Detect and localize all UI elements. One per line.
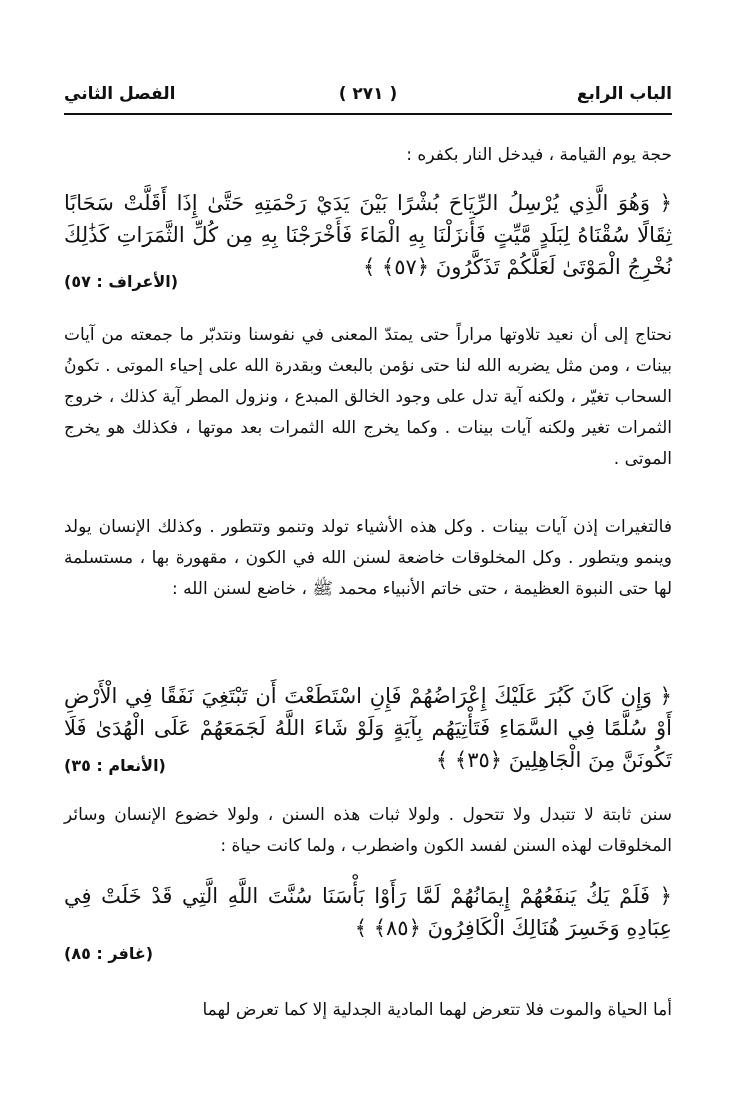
verse-anam-35: ﴿ وَإِن كَانَ كَبُرَ عَلَيْكَ إِعْرَاضُهُمْ فَإِنِ اسْتَطَعْتَ أَن تَبْتَغِيَ نَفَقًا فِي الْأَرْضِ أَوْ سُلَّمًا فِي السَّمَاءِ فَتَأْتِيَهُم بِآيَةٍ وَلَوْ شَاءَ اللَّهُ لَجَمَعَهُمْ عَلَى الْهُدَىٰ فَلَا تَكُونَنَّ مِنَ الْجَاهِلِينَ ﴿٣٥﴾ ﴾	[64, 684, 672, 772]
running-header	[64, 84, 672, 114]
verse-reference-anam: (الأنعام : ٣٥)	[64, 756, 166, 775]
verse-ghafir-85: ﴿ فَلَمْ يَكُ يَنفَعُهُمْ إِيمَانُهُمْ لَمَّا رَأَوْا بَأْسَنَا سُنَّتَ اللَّهِ الَّتِي قَدْ خَلَتْ فِي عِبَادِهِ وَخَسِرَ هُنَالِكَ الْكَافِرُونَ ﴿٨٥﴾ ﴾	[64, 884, 672, 940]
section-title: الفصل الثاني	[64, 84, 176, 104]
verse-araf-57: ﴿ وَهُوَ الَّذِي يُرْسِلُ الرِّيَاحَ بُشْرًا بَيْنَ يَدَيْ رَحْمَتِهِ حَتَّىٰ إِذَا أَقَلَّتْ سَحَابًا ثِقَالًا سُقْنَاهُ لِبَلَدٍ مَّيِّتٍ فَأَنزَلْنَا بِهِ الْمَاءَ فَأَخْرَجْنَا بِهِ مِن كُلِّ الثَّمَرَاتِ كَذَٰلِكَ نُخْرِجُ الْمَوْتَىٰ لَعَلَّكُمْ تَذَكَّرُونَ ﴿٥٧﴾ ﴾	[64, 191, 672, 279]
paragraph-4: أما الحياة والموت فلا تتعرض لهما المادية الجدلية إلا كما تعرض لهما	[202, 1000, 672, 1020]
header-rule	[64, 113, 672, 115]
paragraph-2: فالتغيرات إذن آيات بينات . وكل هذه الأشياء تولد وتنمو وتتطور . وكذلك الإنسان يولد وينمو ويتطور . وكل المخلوقات خاضعة لسنن الله في الكون ، مقهورة بها ، مستسلمة لها حتى النبوة العظيمة ، حتى خاتم الأنبياء محمد ﷺ ، خاضع لسنن الله :	[64, 517, 672, 599]
verse-reference-ghafir: (غافر : ٨٥)	[64, 944, 154, 963]
paragraph-1: نحتاج إلى أن نعيد تلاوتها مراراً حتى يمتدّ المعنى في نفوسنا ونتدبّر ما جمعته من آيات بينات ، ومن مثل يضربه الله لنا حتى نؤمن بالبعث وبقدرة الله على إحياء الموتى . تكونُ السحاب تغيّر ، ولكنه آية تدل على وجود الخالق المبدع ، ونزول المطر آية كذلك ، خروج الثمرات تغير ولكنه آيات بينات . وكما يخرج الله الثمرات بعد موتها ، فكذلك هو يخرج الموتى .	[64, 325, 672, 469]
page-number: ( ٢٧١ )	[338, 84, 398, 104]
paragraph-3: سنن ثابتة لا تتبدل ولا تتحول . ولولا ثبات هذه السنن ، ولولا خضوع الإنسان وسائر المخلوقات لهذه السنن لفسد الكون واضطرب ، ولما كانت حياة :	[64, 805, 672, 856]
intro-line: حجة يوم القيامة ، فيدخل النار بكفره :	[406, 145, 672, 165]
chapter-title: الباب الرابع	[576, 84, 672, 104]
verse-reference-araf: (الأعراف : ٥٧)	[64, 272, 179, 291]
